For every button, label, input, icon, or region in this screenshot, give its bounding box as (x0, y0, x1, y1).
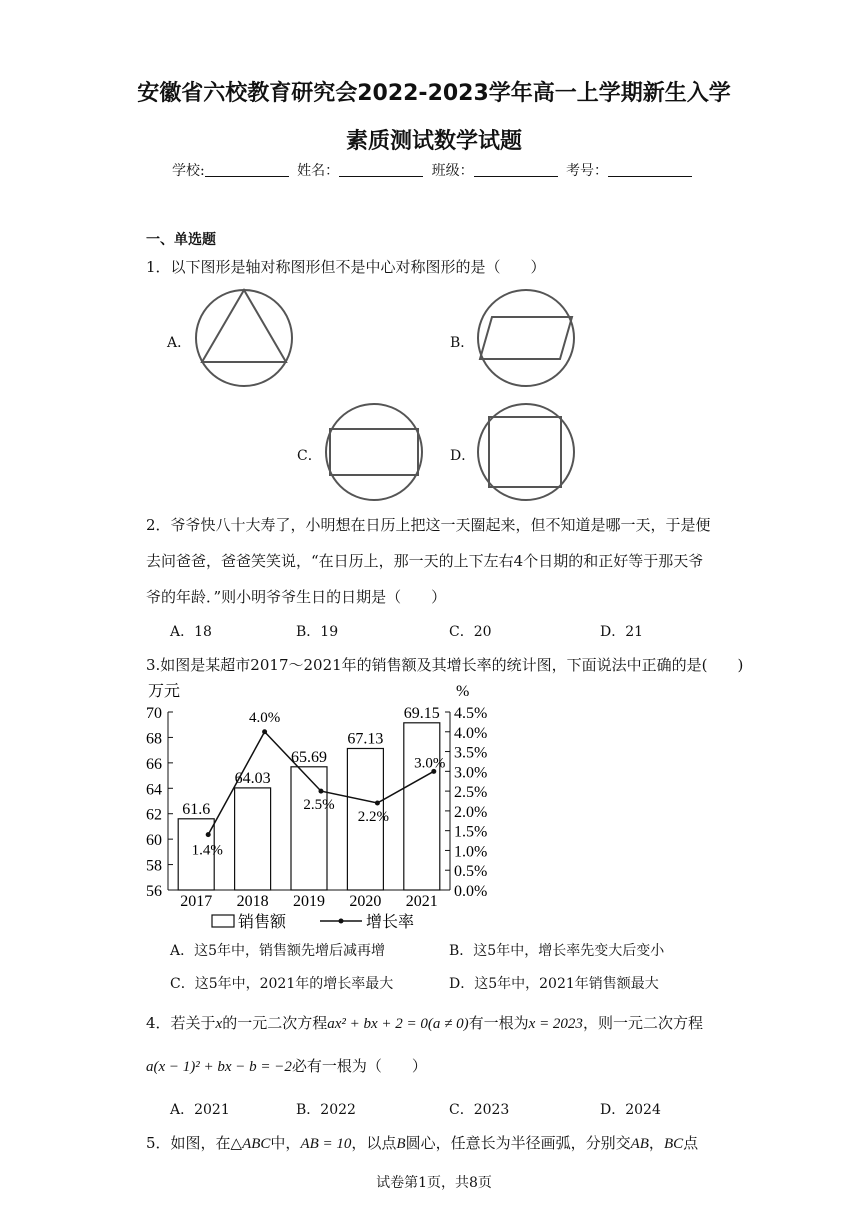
parallelogram-shape (480, 317, 572, 359)
circle-shape (196, 290, 292, 386)
student-info-row (0, 160, 868, 180)
right-axis-tick-label: 1.5% (454, 823, 488, 841)
q5-text-1: 5．如图，在 (146, 1134, 231, 1152)
square-shape (489, 417, 561, 487)
name-blank[interactable] (339, 162, 423, 177)
q2-option-b: B．19 (296, 624, 339, 640)
circle-shape (478, 404, 574, 500)
left-axis-tick-label: 60 (146, 832, 162, 850)
legend-bar-label: 销售额 (238, 914, 287, 931)
growth-rate-value-label: 4.0% (248, 709, 281, 726)
left-axis-tick-label: 58 (146, 857, 162, 875)
x-axis-category-label: 2021 (405, 893, 438, 910)
growth-rate-point (319, 789, 324, 794)
q4-text-2: 的一元二次方程 (222, 1014, 328, 1032)
q5-text-6: 点 (683, 1134, 699, 1152)
school-blank[interactable] (205, 162, 289, 177)
growth-rate-value-label: 2.5% (303, 797, 335, 814)
q5-text-3: ，以点 (351, 1134, 397, 1152)
q4-text-5: 必有一根为（ ） (291, 1057, 427, 1075)
page-footer: 试卷第1页，共8页 (376, 1175, 492, 1191)
q3-option-d: D．这5年中，2021年销售额最大 (449, 976, 659, 992)
left-axis-unit: 万元 (148, 683, 181, 700)
rectangle-shape (330, 429, 418, 475)
right-axis-tick-label: 4.5% (454, 705, 488, 722)
q4-option-d: D．2024 (600, 1102, 661, 1118)
sales-bar-value-label: 65.69 (291, 748, 327, 766)
q3-stem: 3.如图是某超市2017～2021年的销售额及其增长率的统计图，下面说法中正确的是( ) (146, 656, 744, 674)
x-axis-category-label: 2017 (180, 893, 213, 910)
q5-segment-bc: BC (663, 1136, 684, 1152)
right-axis-tick-label: 0.0% (454, 883, 488, 900)
q2-option-d: D．21 (600, 624, 644, 640)
q5-point-b: B (396, 1136, 406, 1152)
title-line-2: 素质测试数学试题 (345, 129, 522, 154)
growth-rate-point (206, 832, 211, 837)
left-axis-tick-label: 66 (146, 755, 162, 773)
x-axis-category-label: 2018 (236, 893, 269, 910)
growth-rate-point (375, 800, 380, 805)
legend-line-marker (339, 919, 344, 924)
section-heading: 一、单选题 (146, 232, 216, 248)
q2-option-a: A．18 (170, 624, 212, 640)
circle-shape (326, 404, 422, 500)
right-axis-unit: % (456, 683, 470, 700)
x-axis-category-label: 2020 (349, 893, 382, 910)
q1-figure-a (190, 286, 298, 390)
q4-text-3: 有一根为 (468, 1014, 529, 1032)
sales-bar (291, 767, 327, 890)
q1-figure-b (472, 286, 580, 390)
title-line-1: 安徽省六校教育研究会2022-2023学年高一上学期新生入学 (137, 81, 731, 106)
right-axis-tick-label: 1.0% (454, 843, 488, 861)
circle-shape (478, 290, 574, 386)
legend-line-label: 增长率 (366, 914, 415, 931)
q4-equation-2: a(x − 1)² + bx − b = −2 (146, 1059, 292, 1075)
q1-option-d-label: D． (450, 448, 476, 464)
exam-number-label: 考号： (566, 163, 609, 179)
right-axis-tick-label: 2.5% (454, 784, 488, 802)
left-axis-tick-label: 64 (146, 781, 162, 799)
x-axis-category-label: 2019 (293, 893, 325, 910)
left-axis-tick-label: 68 (146, 730, 162, 748)
growth-rate-value-label: 2.2% (357, 808, 390, 825)
q3-option-c: C．这5年中，2021年的增长率最大 (170, 976, 394, 992)
q5-text-4: 圆心，任意长为半径画弧，分别交 (405, 1134, 631, 1152)
q5-segment-ab: AB (630, 1136, 649, 1152)
sales-bar (235, 788, 271, 890)
growth-rate-point (262, 729, 267, 734)
right-axis-tick-label: 4.0% (454, 724, 488, 742)
q1-option-a-label: A． (167, 335, 192, 351)
q4-option-c: C．2023 (449, 1102, 510, 1118)
q2-option-c: C．20 (449, 624, 492, 640)
q3-option-a: A．这5年中，销售额先增后减再增 (170, 943, 386, 959)
school-label: 学校: (171, 163, 205, 179)
q5-triangle: △ABC (230, 1136, 271, 1152)
q4-line-1 (146, 1012, 703, 1033)
q2-line-1: 2．爷爷快八十大寿了，小明想在日历上把这一天圈起来，但不知道是哪一天，于是便 (146, 516, 711, 534)
q2-line-2: 去问爸爸，爸爸笑笑说，“在日历上，那一天的上下左右4个日期的和正好等于那天爷 (146, 552, 704, 570)
sales-bar-value-label: 64.03 (234, 769, 271, 787)
right-axis-tick-label: 3.5% (454, 744, 488, 762)
q4-option-a: A．2021 (170, 1102, 230, 1118)
q5-text-2: 中， (270, 1134, 301, 1152)
sales-bar-value-label: 61.6 (182, 800, 211, 818)
left-axis-tick-label: 70 (146, 705, 162, 722)
sales-bar (404, 723, 440, 890)
q5-line-1 (146, 1132, 698, 1153)
right-axis-tick-label: 0.5% (454, 863, 488, 881)
exam-number-blank[interactable] (608, 162, 692, 177)
left-axis-tick-label: 56 (146, 883, 162, 900)
q4-equation-1: ax² + bx + 2 = 0(a ≠ 0) (327, 1016, 469, 1032)
q4-variable-x: x (215, 1016, 223, 1032)
q3-option-b: B．这5年中，增长率先变大后变小 (449, 943, 665, 959)
sales-bar-value-label: 67.13 (347, 730, 384, 748)
q4-root: x = 2023 (528, 1016, 583, 1032)
q1-figure-d (472, 400, 580, 504)
q5-ab-length: AB = 10 (300, 1136, 352, 1152)
q1-option-c-label: C． (297, 448, 322, 464)
class-blank[interactable] (474, 162, 558, 177)
q4-option-b: B．2022 (296, 1102, 356, 1118)
right-axis-tick-label: 2.0% (454, 803, 488, 821)
q5-text-5: ， (648, 1134, 664, 1152)
legend-bar-swatch (212, 915, 234, 927)
right-axis-tick-label: 3.0% (454, 764, 488, 782)
q1-figure-c (320, 400, 428, 504)
q1-option-b-label: B． (450, 335, 475, 351)
growth-rate-value-label: 1.4% (191, 842, 223, 859)
growth-rate-value-label: 3.0% (414, 755, 446, 772)
class-label: 班级： (431, 163, 474, 179)
q1-stem: 1．以下图形是轴对称图形但不是中心对称图形的是（ ） (146, 258, 546, 276)
q2-line-3: 爷的年龄．”则小明爷爷生日的日期是（ ） (146, 588, 447, 606)
sales-growth-chart (130, 676, 510, 938)
left-axis-tick-label: 62 (146, 806, 162, 824)
sales-bar-value-label: 69.15 (403, 704, 440, 722)
q4-line-2 (146, 1055, 427, 1076)
name-label: 姓名： (297, 163, 340, 179)
q4-text-4: ，则一元二次方程 (582, 1014, 703, 1032)
q4-text-1: 4．若关于 (146, 1014, 216, 1032)
